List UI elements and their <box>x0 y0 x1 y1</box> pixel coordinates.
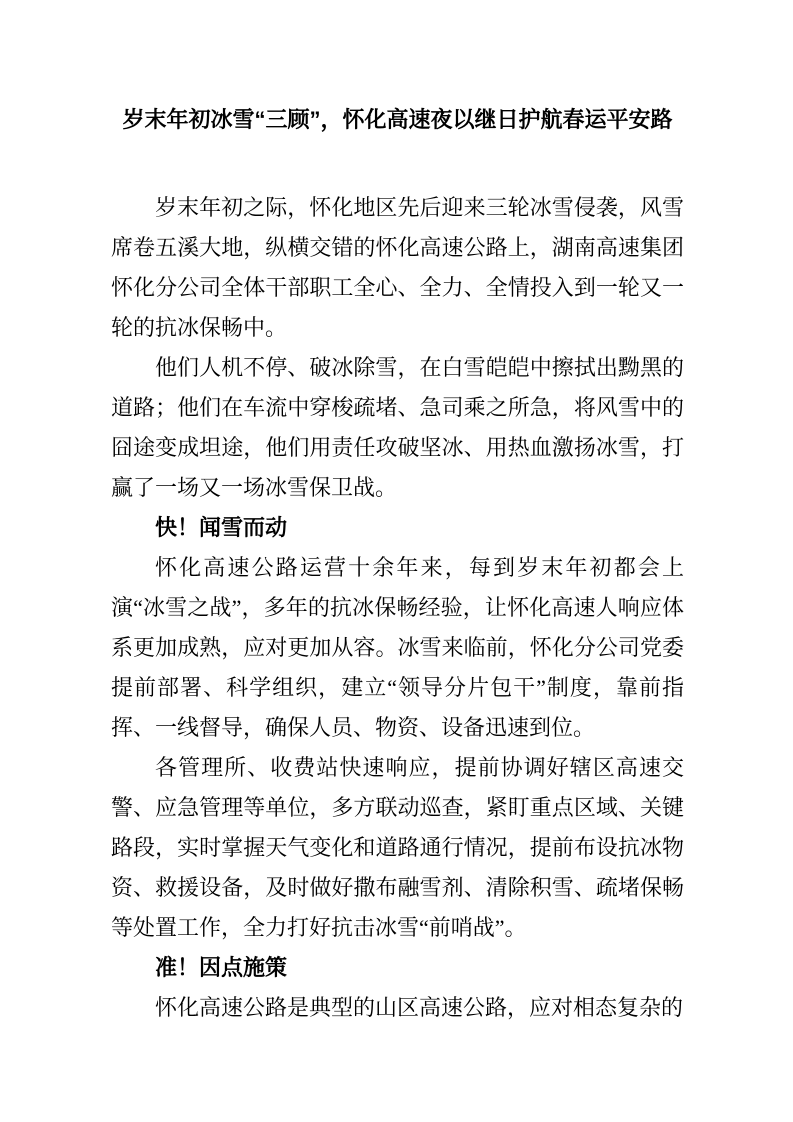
section-heading-quick-response: 快！闻雪而动 <box>155 515 288 540</box>
document-text-block <box>111 100 684 1028</box>
document-title: 岁末年初冰雪“三顾”，怀化高速夜以继日护航春运平安路 <box>122 107 673 132</box>
paragraph-effort: 他们人机不停、破冰除雪，在白雪皑皑中擦拭出黝黑的道路；他们在车流中穿梭疏堵、急司乘之所急，将风雪中的囧途变成坦途，他们用责任攻破坚冰、用热血激扬冰雪，打赢了一场又一场冰雪保卫战。 <box>111 355 684 500</box>
paragraph-preparation: 怀化高速公路运营十余年来，每到岁末年初都会上演“冰雪之战”，多年的抗冰保畅经验，让怀化高速人响应体系更加成熟，应对更加从容。冰雪来临前，怀化分公司党委提前部署、科学组织，建立“领导分片包干”制度，靠前指挥、一线督导，确保人员、物资、设备迅速到位。 <box>111 555 684 740</box>
section-heading-targeted-measures: 准！因点施策 <box>155 955 288 980</box>
paragraph-mountain-roads: 怀化高速公路是典型的山区高速公路，应对相态复杂的 <box>155 995 684 1020</box>
paragraph-intro: 岁末年初之际，怀化地区先后迎来三轮冰雪侵袭，风雪席卷五溪大地，纵横交错的怀化高速公路上，湖南高速集团怀化分公司全体干部职工全心、全力、全情投入到一轮又一轮的抗冰保畅中。 <box>111 195 684 340</box>
paragraph-coordination: 各管理所、收费站快速响应，提前协调好辖区高速交警、应急管理等单位，多方联动巡查，紧盯重点区域、关键路段，实时掌握天气变化和道路通行情况，提前布设抗冰物资、救援设备，及时做好撒布融雪剂、清除积雪、疏堵保畅等处置工作，全力打好抗击冰雪“前哨战”。 <box>111 755 684 940</box>
